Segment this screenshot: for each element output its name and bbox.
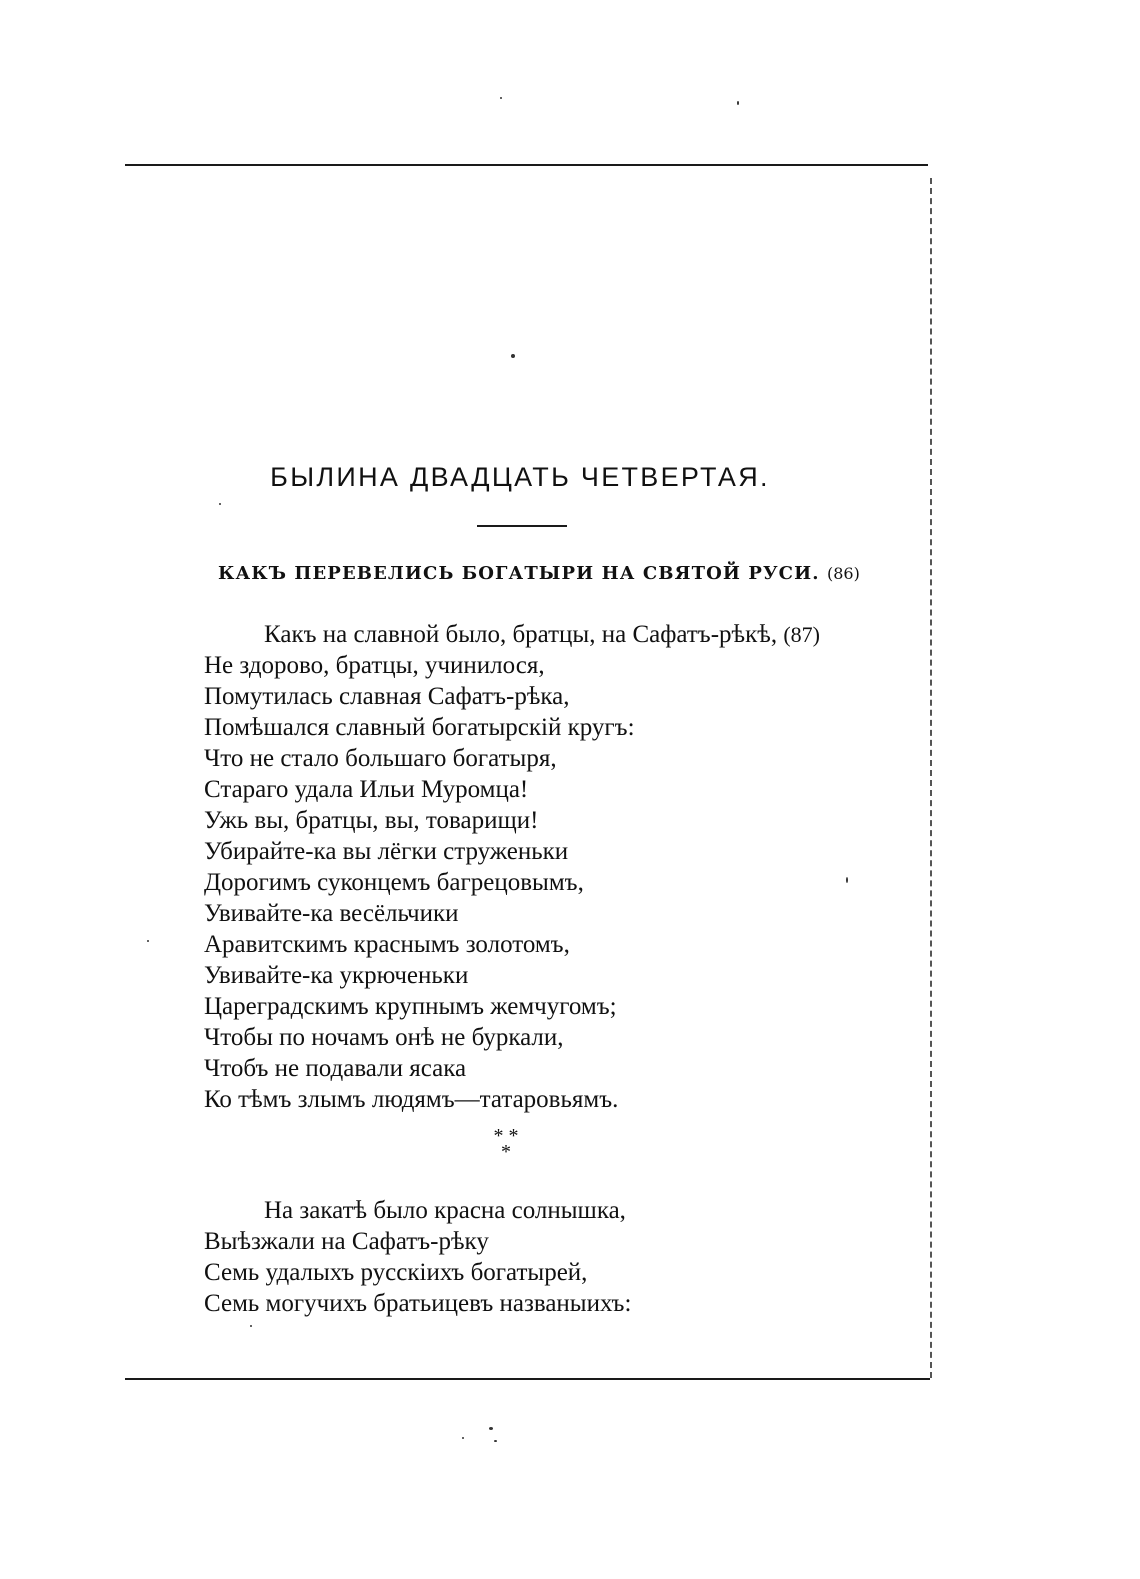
verse-line: Что не стало большаго богатыря,: [204, 745, 557, 772]
verse-line: Чтобы по ночамъ онѣ не буркали,: [204, 1024, 564, 1051]
page-title: БЫЛИНА ДВАДЦАТЬ ЧЕТВЕРТАЯ.: [270, 462, 770, 492]
verse-line: Цареградскимъ крупнымъ жемчугомъ;: [204, 993, 617, 1020]
title-rule: [477, 525, 567, 527]
asterism-separator: [486, 1125, 526, 1163]
verse-line: Не здорово, братцы, учинилося,: [204, 652, 545, 679]
verse-line: Стараго удала Ильи Муромца!: [204, 776, 529, 803]
scan-speck: [737, 101, 739, 105]
verse-line: Помѣшался славный богатырскій кругъ:: [204, 714, 635, 741]
chapter-subtitle: [218, 563, 860, 584]
verse-line: Убирайте-ка вы лёгки струженьки: [204, 838, 569, 865]
scan-speck: [250, 1325, 252, 1327]
scan-speck: [147, 940, 149, 942]
verse-line: [204, 619, 820, 650]
verse-line-text: Какъ на славной было, братцы, на Сафатъ-рѣкѣ,: [264, 621, 778, 648]
bottom-rule: [125, 1378, 930, 1380]
scan-speck: [846, 877, 848, 883]
verse-line: Дорогимъ суконцемъ багрецовымъ,: [204, 869, 584, 896]
verse-line: Чтобъ не подавали ясака: [204, 1055, 467, 1082]
scan-speck: [489, 1427, 493, 1430]
asterism-top: * *: [493, 1125, 519, 1147]
scan-speck: [219, 503, 221, 505]
verse-line: Семь удалыхъ русскіихъ богатырей,: [204, 1259, 588, 1286]
verse-line: Выѣзжали на Сафатъ-рѣку: [204, 1228, 489, 1255]
verse-line: Ужь вы, братцы, вы, товарищи!: [204, 807, 539, 834]
verse-line: На закатѣ было красна солнышка,: [264, 1197, 626, 1224]
verse-line: Семь могучихъ братьицевъ названыихъ:: [204, 1290, 632, 1317]
verse-line: Аравитскимъ краснымъ золотомъ,: [204, 931, 570, 958]
verse-line: Увивайте-ка укрюченьки: [204, 962, 469, 989]
asterism-bottom: *: [501, 1141, 511, 1163]
subtitle-footnote-ref: (86): [826, 564, 860, 583]
right-margin-rule: [930, 178, 932, 1378]
verse-footnote-ref: (87): [783, 622, 821, 647]
top-rule: [125, 164, 928, 166]
stanza-2: [204, 1195, 631, 1319]
scan-speck: [511, 354, 515, 358]
subtitle-text: КАКЪ ПЕРЕВЕЛИСЬ БОГАТЫРИ НА СВЯТОЙ РУСИ.: [218, 563, 820, 584]
scan-speck: [494, 1440, 497, 1442]
stanza-1: [204, 619, 820, 1115]
verse-line: Ко тѣмъ злымъ людямъ—татаровьямъ.: [204, 1086, 619, 1113]
scan-speck: [500, 97, 502, 99]
verse-line: Помутилась славная Сафатъ-рѣка,: [204, 683, 570, 710]
verse-line: Увивайте-ка весёльчики: [204, 900, 459, 927]
scan-speck: [462, 1437, 464, 1439]
